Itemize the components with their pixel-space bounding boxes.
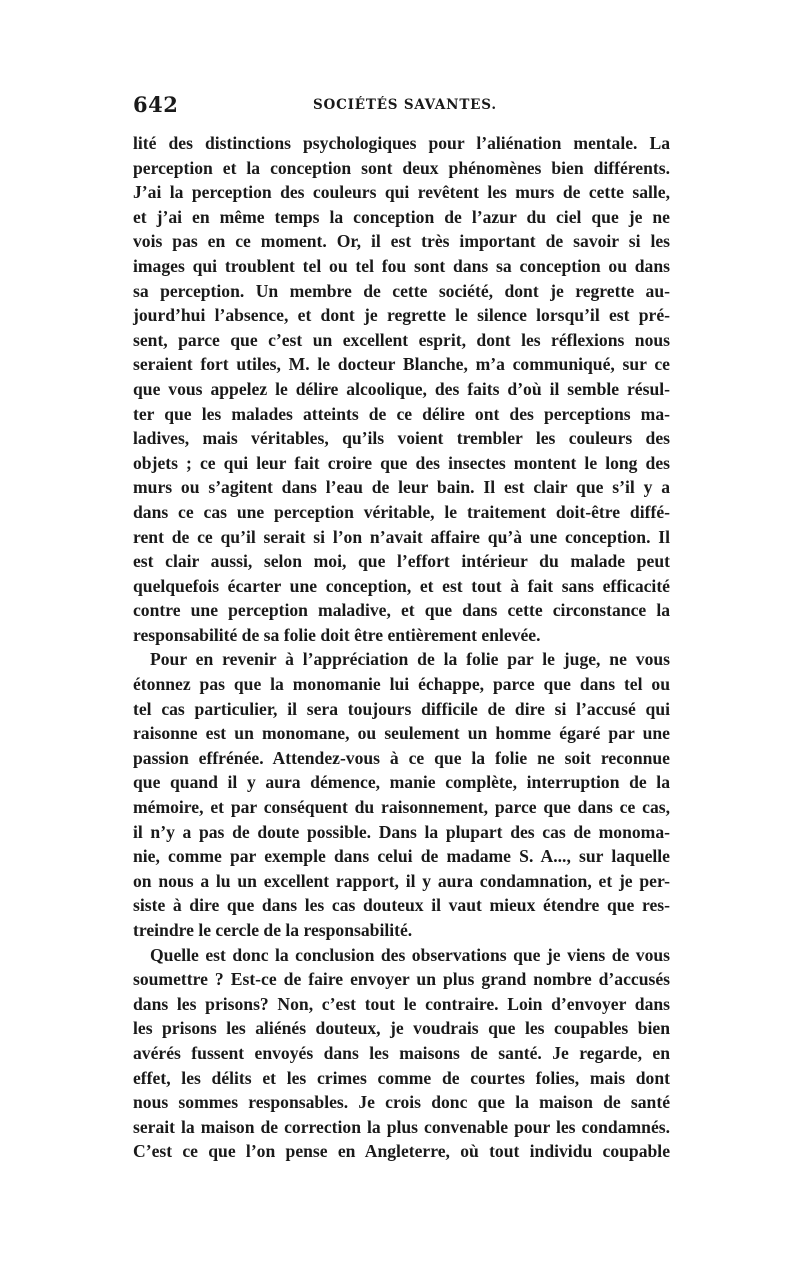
text-line: nous sommes responsables. Je crois donc que la maison de santé — [133, 1092, 670, 1113]
page-number: 642 — [133, 92, 179, 117]
text-line: C’est ce que l’on pense en Angleterre, où tout individu coupable — [133, 1141, 670, 1162]
text-line: ter que les malades atteints de ce délire ont des perceptions ma- — [133, 403, 670, 424]
text-line: murs ou s’agitent dans l’eau de leur bain. Il est clair que s’il y a — [133, 477, 670, 498]
text-line: images qui troublent tel ou tel fou sont dans sa conception ou dans — [133, 255, 670, 276]
text-line: avérés fussent envoyés dans les maisons de santé. Je regarde, en — [133, 1042, 670, 1063]
text-line: on nous a lu un excellent rapport, il y aura condamnation, et je per- — [133, 870, 670, 891]
text-line: tel cas particulier, il sera toujours difficile de dire si l’accusé qui — [133, 698, 670, 719]
text-line: et j’ai en même temps la conception de l’azur du ciel que je ne — [133, 206, 670, 227]
text-line: sa perception. Un membre de cette société, dont je regrette au- — [133, 280, 670, 301]
paragraph — [133, 131, 670, 647]
text-line: rent de ce qu’il serait si l’on n’avait affaire qu’à une conception. Il — [133, 526, 670, 547]
body-text — [133, 131, 670, 1164]
text-line: que vous appelez le délire alcoolique, des faits d’où il semble résul- — [133, 378, 670, 399]
text-line: Pour en revenir à l’appréciation de la folie par le juge, ne vous — [150, 649, 670, 670]
text-line: jourd’hui l’absence, et dont je regrette le silence lorsqu’il est pré- — [133, 305, 670, 326]
text-line: dans ce cas une perception véritable, le traitement doit-être diffé- — [133, 501, 670, 522]
text-line: vois pas en ce moment. Or, il est très important de savoir si les — [133, 231, 670, 252]
running-head: SOCIÉTÉS SAVANTES. — [313, 97, 497, 113]
text-line: contre une perception maladive, et que dans cette circonstance la — [133, 600, 670, 621]
text-line: passion effrénée. Attendez-vous à ce que la folie ne soit reconnue — [133, 747, 670, 768]
text-line: J’ai la perception des couleurs qui revêtent les murs de cette salle, — [133, 182, 670, 203]
paragraph — [133, 647, 670, 942]
text-line: objets ; ce qui leur fait croire que des insectes montent le long des — [133, 452, 670, 473]
page-header — [133, 92, 673, 122]
text-line: Quelle est donc la conclusion des observations que je viens de vous — [150, 944, 670, 965]
text-line: serait la maison de correction la plus convenable pour les condamnés. — [133, 1116, 670, 1137]
text-line: quelquefois écarter une conception, et est tout à fait sans efficacité — [133, 575, 670, 596]
text-line: que quand il y aura démence, manie complète, interruption de la — [133, 772, 670, 793]
text-line: est clair aussi, selon moi, que l’effort intérieur du malade peut — [133, 551, 670, 572]
text-line: soumettre ? Est-ce de faire envoyer un plus grand nombre d’accusés — [133, 969, 670, 990]
text-line: perception et la conception sont deux phénomènes bien différents. — [133, 157, 670, 178]
text-line: dans les prisons? Non, c’est tout le contraire. Loin d’envoyer dans — [133, 993, 670, 1014]
text-line: lité des distinctions psychologiques pour l’aliénation mentale. La — [133, 133, 670, 153]
text-line: les prisons les aliénés douteux, je voudrais que les coupables bien — [133, 1018, 670, 1039]
text-line: nie, comme par exemple dans celui de madame S. A..., sur laquelle — [133, 846, 670, 867]
text-line: seraient fort utiles, M. le docteur Blanche, m’a communiqué, sur ce — [133, 354, 670, 375]
text-line: il n’y a pas de doute possible. Dans la plupart des cas de monoma- — [133, 821, 670, 842]
text-line: siste à dire que dans les cas douteux il vaut mieux étendre que res- — [133, 895, 670, 916]
text-line: étonnez pas que la monomanie lui échappe, parce que dans tel ou — [133, 674, 670, 695]
text-line: treindre le cercle de la responsabilité. — [133, 920, 413, 940]
paragraph — [133, 943, 670, 1164]
text-line: mémoire, et par conséquent du raisonnement, parce que dans ce cas, — [133, 797, 670, 818]
text-line: effet, les délits et les crimes comme de courtes folies, mais dont — [133, 1067, 670, 1088]
text-line: sent, parce que c’est un excellent esprit, dont les réflexions nous — [133, 329, 670, 350]
text-line: responsabilité de sa folie doit être entièrement enlevée. — [133, 624, 541, 645]
text-line: ladives, mais véritables, qu’ils voient trembler les couleurs des — [133, 428, 670, 449]
text-line: raisonne est un monomane, ou seulement un homme égaré par une — [133, 723, 670, 744]
